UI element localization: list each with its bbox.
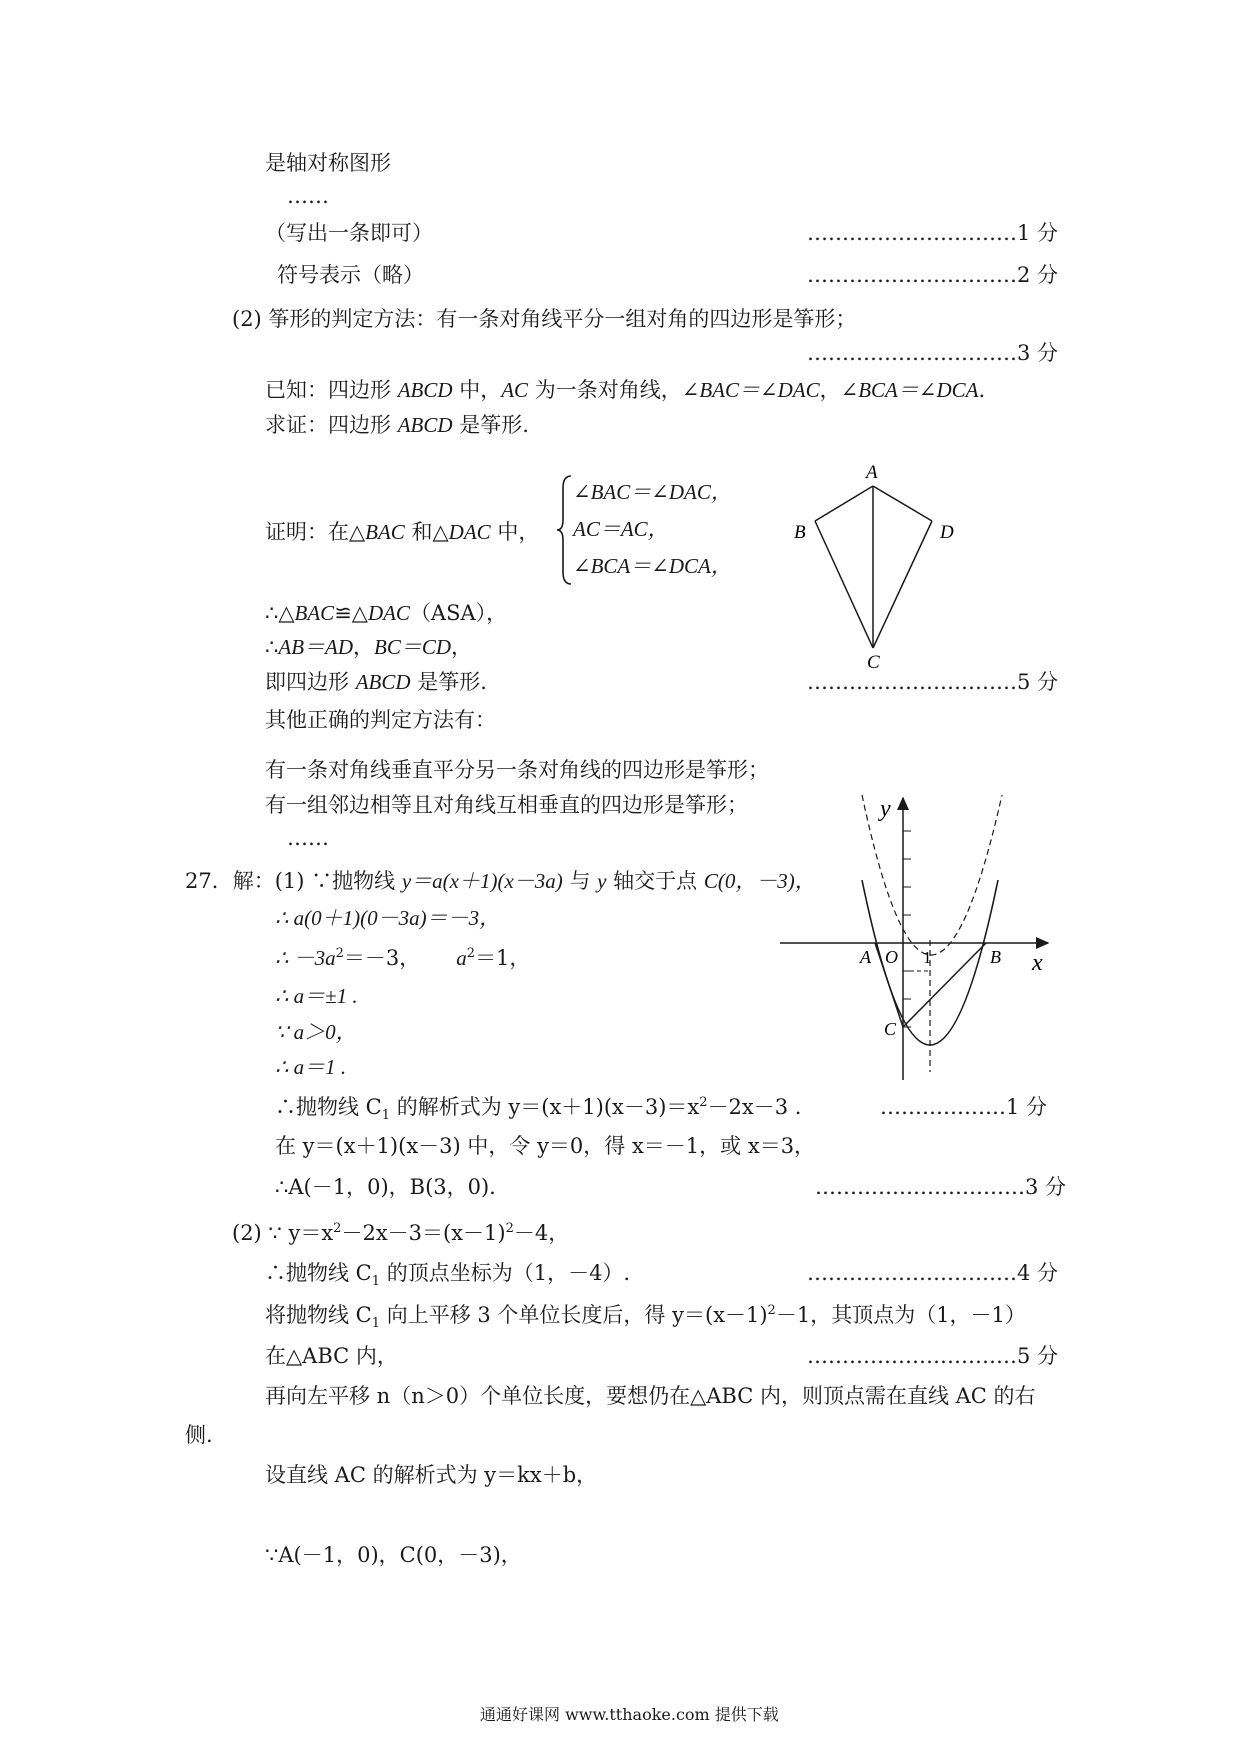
- brace-line-1: ∠BAC＝∠DAC，: [573, 480, 732, 504]
- p27-2-line-2: ∴抛物线 $C_1$ 的顶点坐标为（1，－4）.: [265, 1261, 631, 1290]
- brace-line-2: AC＝AC，: [573, 517, 669, 541]
- p27-2-line-4: 在△ABC 内，: [265, 1344, 398, 1368]
- therefore-congruent: ∴△BAC≌△DAC（ASA），: [265, 601, 508, 625]
- footer-credit: 通通好课网 www.tthaoke.com 提供下载: [480, 1705, 779, 1724]
- brace: [555, 474, 575, 586]
- label-b: B: [990, 947, 1001, 967]
- label-c: C: [884, 1019, 897, 1039]
- kite-side-ab: [815, 486, 873, 521]
- line-write-one: （写出一条即可）: [265, 221, 433, 245]
- score-5a: …………………………5 分: [807, 670, 1059, 694]
- p27-line-7: ∴抛物线 $C_1$ 的解析式为 $y=(x+1)(x-3)=x^2-2x-3$ .: [275, 1095, 802, 1124]
- score-2: …………………………2 分: [807, 263, 1059, 287]
- segment-bc: [903, 943, 986, 1027]
- score-5b: …………………………5 分: [807, 1344, 1059, 1368]
- p27-2-line-5: 再向左平移 n（n＞0）个单位长度，要想仍在△ABC 内，则顶点需在直线 AC 的右: [265, 1384, 1036, 1408]
- p27-2-line-1: (2) ∵ $y=x^2-2x-3=(x-1)^2-4$，: [232, 1221, 570, 1245]
- other-method-2: 有一组邻边相等且对角线互相垂直的四边形是筝形；: [265, 793, 748, 817]
- given-line: 已知：四边形 ABCD 中，AC 为一条对角线，∠BAC＝∠DAC，∠BCA＝∠DCA.: [265, 378, 986, 402]
- score-3b: …………………………3 分: [815, 1175, 1067, 1199]
- kite-label-a: A: [866, 462, 878, 483]
- p27-2-line-8: ∵A(－1，0)，C(0，－3)，: [265, 1543, 522, 1567]
- score-1: …………………………1 分: [807, 221, 1059, 245]
- label-y: y: [880, 796, 891, 822]
- score-3: …………………………3 分: [807, 341, 1059, 365]
- other-methods-heading: 其他正确的判定方法有：: [265, 708, 496, 732]
- p27-line-1: 27．解：(1) ∵抛物线 y＝a(x＋1)(x－3a) 与 y 轴交于点 C(0，－3)，: [185, 869, 816, 893]
- score-1b: ………………1 分: [880, 1095, 1048, 1119]
- p27-2-line-7: 设直线 AC 的解析式为 y＝kx＋b，: [265, 1463, 598, 1487]
- p27-line-9: ∴A(－1，0)，B(3，0).: [275, 1175, 496, 1199]
- ellipsis-2: ……: [287, 826, 329, 850]
- brace-line-3: ∠BCA＝∠DCA，: [573, 554, 732, 578]
- parabola-graph: [780, 790, 1070, 1080]
- kite-side-ad: [873, 486, 932, 521]
- p27-line-2: ∴ a(0＋1)(0－3a)＝－3，: [275, 906, 501, 930]
- conclusion-line: 即四边形 ABCD 是筝形.: [265, 670, 487, 694]
- label-x: x: [1032, 950, 1043, 976]
- p27-line-4: ∴ a＝±1 .: [275, 984, 358, 1008]
- p27-2-line-6: 侧.: [185, 1423, 213, 1447]
- ellipsis: ……: [287, 184, 329, 208]
- score-4: …………………………4 分: [807, 1261, 1059, 1285]
- kite-side-dc: [873, 521, 932, 648]
- kite-label-d: D: [940, 522, 954, 543]
- label-a: A: [860, 947, 871, 967]
- therefore-equal-sides: ∴AB＝AD，BC＝CD，: [265, 635, 473, 659]
- kite-figure: [790, 460, 970, 675]
- other-method-1: 有一条对角线垂直平分另一条对角线的四边形是筝形；: [265, 758, 769, 782]
- p27-line-5: ∵ a＞0，: [275, 1020, 357, 1044]
- kite-label-c: C: [867, 652, 880, 673]
- line-axis-symmetric: 是轴对称图形: [265, 151, 391, 175]
- label-o: O: [885, 947, 898, 967]
- p27-line-8: 在 y＝(x＋1)(x－3) 中，令 y＝0，得 x＝－1，或 x＝3，: [275, 1134, 816, 1158]
- kite-label-b: B: [794, 522, 806, 543]
- p27-line-3: ∴ $-3a^2=-3$， $a^2=1$，: [275, 946, 531, 970]
- criterion-line: (2) 筝形的判定方法：有一条对角线平分一组对角的四边形是筝形；: [232, 307, 857, 331]
- label-one: 1: [923, 948, 932, 967]
- proof-line: 证明：在△BAC 和△DAC 中，: [265, 520, 540, 544]
- p27-line-6: ∴ a＝1 .: [275, 1055, 347, 1079]
- kite-side-bc: [815, 521, 873, 648]
- line-symbol: 符号表示（略）: [277, 263, 424, 287]
- p27-2-line-3: 将抛物线 $C_1$ 向上平移 3 个单位长度后，得 $y=(x-1)^2-1$，其顶点为（1，－1）: [265, 1303, 1026, 1332]
- prove-line: 求证：四边形 ABCD 是筝形.: [265, 413, 529, 437]
